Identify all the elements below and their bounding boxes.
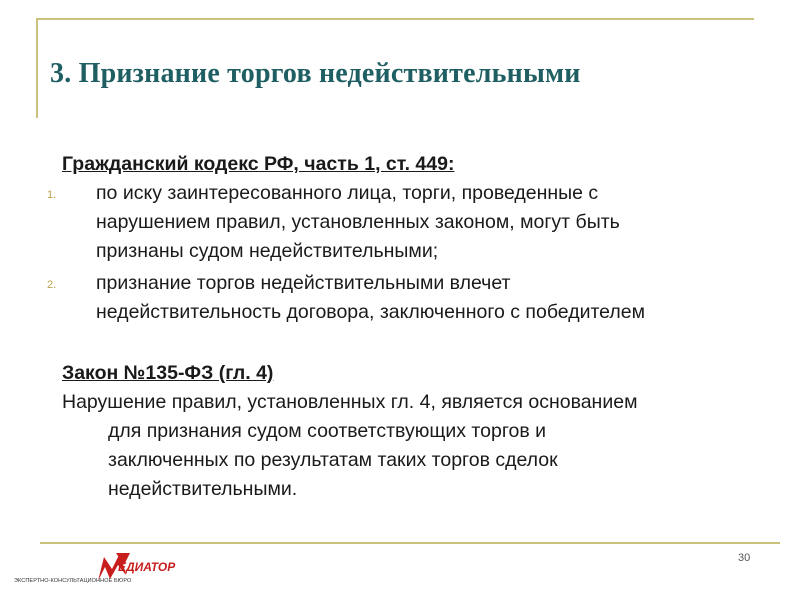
civil-code-list <box>47 179 777 327</box>
frame-top-line <box>36 18 754 20</box>
list-line: признаны судом недействительными; <box>96 240 439 262</box>
law-line: для признания судом соответствующих торгов и <box>108 420 547 442</box>
list-line: нарушением правил, установленных законом, могут быть <box>96 211 620 233</box>
slide-content <box>47 150 777 504</box>
list-number: 1. <box>47 189 57 201</box>
list-line: по иску заинтересованного лица, торги, проведенные с <box>96 182 599 204</box>
law-line: недействительными. <box>108 478 298 500</box>
law-heading: Закон №135-ФЗ (гл. 4) <box>62 362 274 384</box>
law-paragraph <box>62 388 777 504</box>
logo-subtitle: ЭКСПЕРТНО-КОНСУЛЬТАЦИОННОЕ БЮРО <box>14 578 132 584</box>
law-line: заключенных по результатам таких торгов сделок <box>108 449 558 471</box>
slide-title: 3. Признание торгов недействительными <box>50 58 581 89</box>
list-line: признание торгов недействительными влечет <box>96 272 511 294</box>
civil-code-heading: Гражданский кодекс РФ, часть 1, ст. 449: <box>62 153 455 175</box>
list-item <box>47 269 777 327</box>
law-line: Нарушение правил, установленных гл. 4, является основанием <box>62 391 638 413</box>
section-spacer <box>62 330 777 359</box>
list-line: недействительность договора, заключенного с победителем <box>96 301 646 323</box>
list-item <box>47 179 777 266</box>
frame-left-line <box>36 18 38 118</box>
footer-line <box>40 542 780 544</box>
list-number: 2. <box>47 279 57 291</box>
page-number: 30 <box>738 552 751 564</box>
logo-word: ЕДИАТОР <box>118 560 176 574</box>
